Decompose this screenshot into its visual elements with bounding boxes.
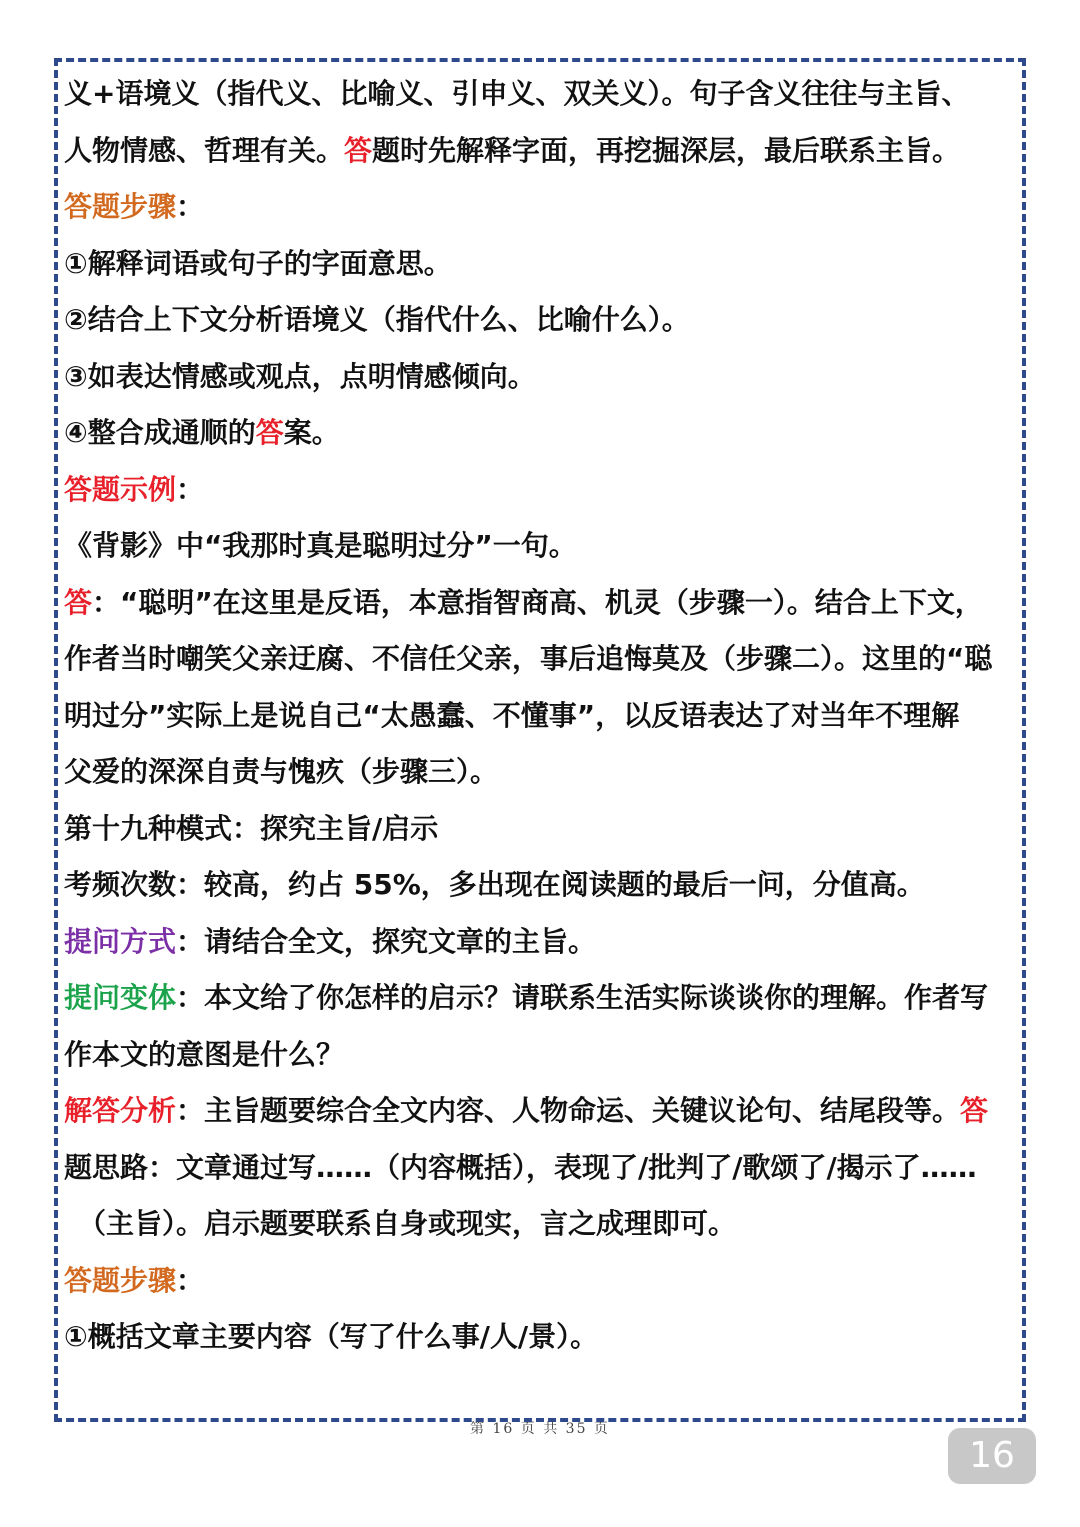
text-segment: “聪明”在这里是反语，本意指智商高、机灵（步骤一）。结合上下文， [120,585,983,619]
analysis-continuation: （主旨）。启示题要联系自身或现实，言之成理即可。 [78,1207,737,1240]
analysis-continuation: 题思路：文章通过写……（内容概括），表现了/批判了/歌颂了/揭示了…… [64,1150,977,1184]
heading-label: 答题示例 [64,472,177,506]
step-item: ①解释词语或句子的字面意思。 [64,246,452,280]
highlight-answer: 答 [344,133,373,167]
example-answer-line: 明过分”实际上是说自己“太愚蠢、不懂事”，以反语表达了对当年不理解 [64,698,960,732]
mode-title: 第十九种模式：探究主旨/启示 [64,811,439,845]
highlight-answer: 答 [960,1094,989,1127]
step-item: ②结合上下文分析语境义（指代什么、比喻什么）。 [64,303,690,336]
heading-separator: ： [176,472,205,506]
analysis-label: 解答分析 [64,1094,177,1127]
text-segment: 请结合全文，探究文章的主旨。 [204,924,597,958]
analysis-line [64,1083,1018,1140]
highlight-answer: 答 [255,416,284,449]
step-item: ③如表达情感或观点，点明情感倾向。 [64,359,536,393]
heading-label: 答题步骤 [64,190,177,223]
text-line: 义+语境义（指代义、比喻义、引申义、双关义）。句子含义往往与主旨、 [64,77,970,110]
question-variant-continuation: 作本文的意图是什么？ [64,1037,345,1071]
label-separator: ： [176,1094,205,1127]
page-number-badge: 16 [948,1428,1036,1484]
question-style-line [64,914,1018,971]
example-answer-line: 作者当时嘲笑父亲迂腐、不信任父亲，事后追悔莫及（步骤二）。这里的“聪 [64,642,993,675]
step-item [64,405,1018,462]
example-question: 《背影》中“我那时真是聪明过分”一句。 [64,529,577,562]
answer-label: 答 [64,585,93,619]
heading-separator: ： [176,1263,205,1297]
text-segment: 案。 [283,416,340,449]
answer-separator: ： [92,585,121,619]
text-segment: 主旨题要综合全文内容、人物命运、关键议论句、结尾段等。 [204,1094,961,1127]
text-segment: 本文给了你怎样的启示？请联系生活实际谈谈你的理解。作者写 [204,981,989,1014]
label-separator: ： [176,924,205,958]
text-segment: 题时先解释字面，再挖掘深层，最后联系主旨。 [372,133,961,167]
frequency-line: 考频次数：较高，约占 55%，多出现在阅读题的最后一问，分值高。 [64,868,925,901]
question-variant-line [64,970,1018,1027]
heading-label: 答题步骤 [64,1263,177,1297]
document-body [64,66,1018,1366]
page-footer: 第 16 页 共 35 页 [470,1421,610,1437]
text-segment: 人物情感、哲理有关。 [64,133,345,167]
heading-separator: ： [176,190,205,223]
example-answer-line [64,575,1018,632]
section-heading-example [64,462,1018,519]
section-heading-steps [64,179,1018,236]
text-line [64,123,1018,180]
section-heading-steps [64,1253,1018,1310]
example-answer-line: 父爱的深深自责与愧疚（步骤三）。 [64,755,499,788]
label-separator: ： [176,981,205,1014]
question-variant-label: 提问变体 [64,981,177,1014]
question-style-label: 提问方式 [64,924,177,958]
step-item: ①概括文章主要内容（写了什么事/人/景）。 [64,1320,599,1353]
text-segment: ④整合成通顺的 [64,416,256,449]
